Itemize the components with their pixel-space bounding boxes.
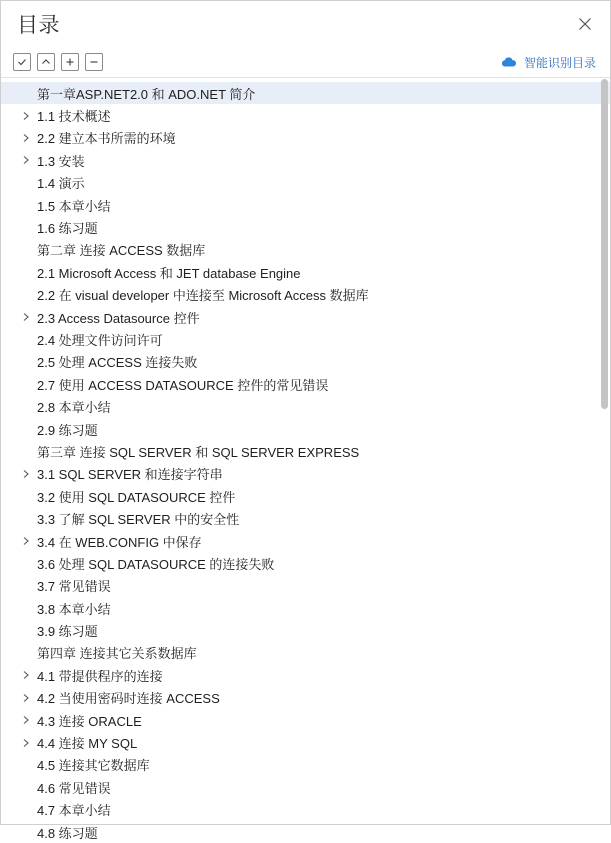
toc-item[interactable] bbox=[1, 485, 610, 507]
toc-item-label: 第一章ASP.NET2.0 和 ADO.NET 简介 bbox=[37, 86, 256, 102]
toc-item-label: 1.1 技术概述 bbox=[37, 109, 111, 125]
toc-item-label: 1.3 安装 bbox=[37, 153, 85, 169]
toc-item[interactable] bbox=[1, 194, 610, 216]
chevron-right-icon bbox=[15, 805, 37, 815]
chevron-right-icon bbox=[15, 245, 37, 255]
toc-item-label: 4.7 本章小结 bbox=[37, 803, 111, 819]
toc-item[interactable] bbox=[1, 82, 610, 104]
toc-item[interactable] bbox=[1, 127, 610, 149]
toc-item-label: 2.4 处理文件访问许可 bbox=[37, 332, 163, 348]
chevron-right-icon[interactable] bbox=[15, 111, 37, 121]
chevron-right-icon bbox=[15, 290, 37, 300]
smart-toc-button[interactable] bbox=[500, 54, 600, 71]
chevron-right-icon[interactable] bbox=[15, 536, 37, 546]
toc-item-label: 第三章 连接 SQL SERVER 和 SQL SERVER EXPRESS bbox=[37, 444, 360, 460]
chevron-right-icon bbox=[15, 424, 37, 434]
chevron-right-icon bbox=[15, 446, 37, 456]
toc-item[interactable] bbox=[1, 395, 610, 417]
plus-icon[interactable] bbox=[61, 53, 79, 71]
toc-item[interactable] bbox=[1, 418, 610, 440]
toc-item[interactable] bbox=[1, 507, 610, 529]
chevron-right-icon bbox=[15, 782, 37, 792]
toc-item-label: 3.9 练习题 bbox=[37, 624, 98, 640]
chevron-right-icon[interactable] bbox=[15, 693, 37, 703]
chevron-right-icon bbox=[15, 334, 37, 344]
toc-item[interactable] bbox=[1, 687, 610, 709]
toc-item[interactable] bbox=[1, 530, 610, 552]
toc-item-label: 3.6 处理 SQL DATASOURCE 的连接失败 bbox=[37, 556, 275, 572]
toc-item[interactable] bbox=[1, 306, 610, 328]
toc-item-label: 3.2 使用 SQL DATASOURCE 控件 bbox=[37, 489, 236, 505]
toc-item-label: 4.4 连接 MY SQL bbox=[37, 736, 138, 752]
chevron-right-icon bbox=[15, 648, 37, 658]
toc-item[interactable] bbox=[1, 709, 610, 731]
chevron-right-icon bbox=[15, 223, 37, 233]
check-box-icon[interactable] bbox=[13, 53, 31, 71]
collapse-up-icon[interactable] bbox=[37, 53, 55, 71]
toc-item-label: 4.5 连接其它数据库 bbox=[37, 758, 150, 774]
chevron-right-icon bbox=[15, 603, 37, 613]
chevron-right-icon bbox=[15, 200, 37, 210]
smart-toc-label: 智能识别目录 bbox=[523, 55, 596, 70]
chevron-right-icon bbox=[15, 267, 37, 277]
toc-item[interactable] bbox=[1, 575, 610, 597]
chevron-right-icon bbox=[15, 514, 37, 524]
toc-item-label: 4.6 常见错误 bbox=[37, 780, 111, 796]
toc-item[interactable] bbox=[1, 821, 610, 843]
chevron-right-icon[interactable] bbox=[15, 738, 37, 748]
chevron-right-icon bbox=[15, 827, 37, 837]
toc-item[interactable] bbox=[1, 172, 610, 194]
toc-item[interactable] bbox=[1, 239, 610, 261]
chevron-right-icon bbox=[15, 491, 37, 501]
toc-item-label: 2.8 本章小结 bbox=[37, 400, 111, 416]
toc-item[interactable] bbox=[1, 328, 610, 350]
toc-item-label: 3.1 SQL SERVER 和连接字符串 bbox=[37, 467, 223, 483]
toc-item-label: 4.1 带提供程序的连接 bbox=[37, 668, 163, 684]
toc-item[interactable] bbox=[1, 284, 610, 306]
scrollbar[interactable] bbox=[600, 79, 609, 823]
chevron-right-icon bbox=[15, 402, 37, 412]
chevron-right-icon[interactable] bbox=[15, 312, 37, 322]
chevron-right-icon[interactable] bbox=[15, 155, 37, 165]
page-title: 目录 bbox=[17, 14, 60, 37]
chevron-right-icon[interactable] bbox=[15, 715, 37, 725]
toc-item-label: 第二章 连接 ACCESS 数据库 bbox=[37, 243, 206, 259]
cloud-icon bbox=[500, 56, 518, 69]
toc-item-label: 2.3 Access Datasource 控件 bbox=[37, 310, 200, 326]
toc-item-label: 3.7 常见错误 bbox=[37, 579, 111, 595]
toc-item[interactable] bbox=[1, 104, 610, 126]
toc-list[interactable] bbox=[1, 78, 610, 843]
chevron-right-icon bbox=[15, 760, 37, 770]
toc-item[interactable] bbox=[1, 216, 610, 238]
toc-item[interactable] bbox=[1, 597, 610, 619]
toc-item-label: 3.3 了解 SQL SERVER 中的安全性 bbox=[37, 512, 240, 528]
title-bar bbox=[1, 1, 610, 47]
toc-item-label: 4.2 当使用密码时连接 ACCESS bbox=[37, 691, 220, 707]
chevron-right-icon bbox=[15, 626, 37, 636]
minus-icon[interactable] bbox=[85, 53, 103, 71]
toc-item-label: 1.4 演示 bbox=[37, 176, 85, 192]
toc-item-label: 2.1 Microsoft Access 和 JET database Engine bbox=[37, 265, 301, 281]
toc-item-label: 1.6 练习题 bbox=[37, 221, 98, 237]
toolbar bbox=[1, 47, 610, 77]
toc-item[interactable] bbox=[1, 731, 610, 753]
toc-item-label: 3.4 在 WEB.CONFIG 中保存 bbox=[37, 534, 202, 550]
chevron-right-icon bbox=[15, 88, 37, 98]
scrollbar-thumb[interactable] bbox=[601, 79, 608, 409]
chevron-right-icon bbox=[15, 357, 37, 367]
toc-item[interactable] bbox=[1, 149, 610, 171]
toc-item[interactable] bbox=[1, 776, 610, 798]
chevron-right-icon[interactable] bbox=[15, 670, 37, 680]
toc-item-label: 2.2 建立本书所需的环境 bbox=[37, 131, 176, 147]
toc-item[interactable] bbox=[1, 754, 610, 776]
toc-item[interactable] bbox=[1, 440, 610, 462]
chevron-right-icon bbox=[15, 379, 37, 389]
toc-item-label: 2.9 练习题 bbox=[37, 422, 98, 438]
close-icon[interactable] bbox=[570, 9, 600, 39]
toc-item[interactable] bbox=[1, 351, 610, 373]
chevron-right-icon[interactable] bbox=[15, 469, 37, 479]
toc-item[interactable] bbox=[1, 261, 610, 283]
toc-item-label: 4.8 练习题 bbox=[37, 825, 98, 841]
toc-item-label: 2.7 使用 ACCESS DATASOURCE 控件的常见错误 bbox=[37, 377, 329, 393]
toc-item-label: 第四章 连接其它关系数据库 bbox=[37, 646, 197, 662]
toc-item[interactable] bbox=[1, 373, 610, 395]
toc-item[interactable] bbox=[1, 619, 610, 641]
toc-item-label: 4.3 连接 ORACLE bbox=[37, 713, 142, 729]
chevron-right-icon bbox=[15, 558, 37, 568]
toc-item[interactable] bbox=[1, 664, 610, 686]
chevron-right-icon bbox=[15, 581, 37, 591]
toc-item-label: 2.2 在 visual developer 中连接至 Microsoft Access 数据库 bbox=[37, 288, 369, 304]
toc-item[interactable] bbox=[1, 642, 610, 664]
toc-item[interactable] bbox=[1, 799, 610, 821]
chevron-right-icon bbox=[15, 178, 37, 188]
chevron-right-icon[interactable] bbox=[15, 133, 37, 143]
toc-item-label: 3.8 本章小结 bbox=[37, 601, 111, 617]
toc-item-label: 2.5 处理 ACCESS 连接失败 bbox=[37, 355, 198, 371]
toolbar-button-group bbox=[13, 53, 500, 71]
toc-item-label: 1.5 本章小结 bbox=[37, 198, 111, 214]
toc-item[interactable] bbox=[1, 552, 610, 574]
toc-item[interactable] bbox=[1, 463, 610, 485]
